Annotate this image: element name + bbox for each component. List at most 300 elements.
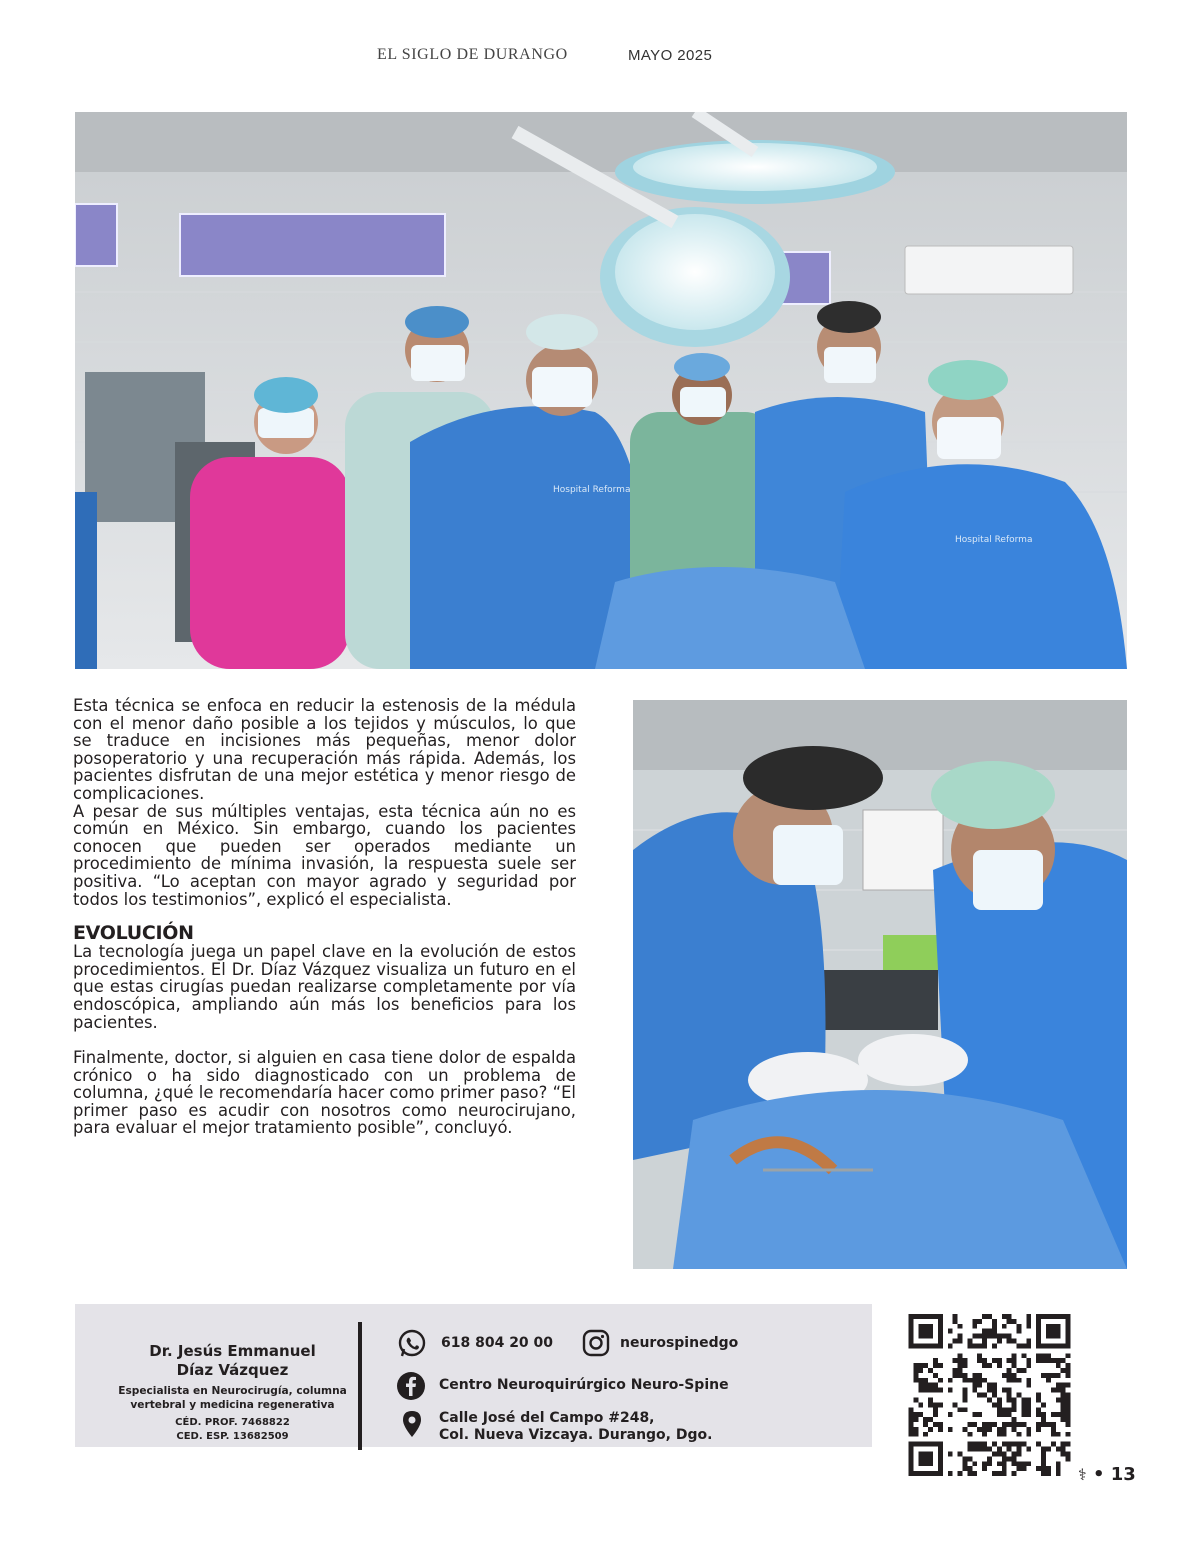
qr-module (1041, 1422, 1046, 1427)
qr-module (987, 1329, 992, 1334)
qr-module (928, 1383, 933, 1388)
qr-finder-inner (1046, 1324, 1061, 1339)
qr-module (1041, 1447, 1046, 1452)
qr-module (967, 1422, 972, 1427)
qr-module (1021, 1343, 1026, 1348)
qr-module (967, 1378, 972, 1383)
qr-module (1051, 1358, 1056, 1363)
qr-module (1046, 1466, 1051, 1471)
qr-module (1002, 1422, 1007, 1427)
qr-module (1041, 1456, 1046, 1461)
qr-module (977, 1319, 982, 1324)
qr-module (1041, 1466, 1046, 1471)
qr-module (1041, 1417, 1046, 1422)
qr-module (913, 1363, 918, 1368)
qr-module (963, 1427, 968, 1432)
qr-module (977, 1383, 982, 1388)
page-header (0, 46, 1200, 70)
qr-module (1017, 1422, 1022, 1427)
qr-module (1051, 1427, 1056, 1432)
qr-module (1002, 1407, 1007, 1412)
instagram-handle[interactable]: neurospinedgo (620, 1335, 739, 1351)
qr-module (1007, 1422, 1012, 1427)
qr-module (933, 1383, 938, 1388)
qr-module (1021, 1422, 1026, 1427)
qr-module (1066, 1412, 1071, 1417)
qr-module (967, 1456, 972, 1461)
qr-module (1012, 1319, 1017, 1324)
qr-module (992, 1358, 997, 1363)
qr-module (913, 1373, 918, 1378)
qr-module (958, 1339, 963, 1344)
qr-module (1012, 1456, 1017, 1461)
qr-module (982, 1339, 987, 1344)
qr-module (997, 1402, 1002, 1407)
qr-module (1002, 1334, 1007, 1339)
qr-module (1056, 1471, 1061, 1476)
qr-module (958, 1358, 963, 1363)
qr-module (933, 1388, 938, 1393)
qr-module (1066, 1393, 1071, 1398)
qr-module (1046, 1373, 1051, 1378)
qr-module (923, 1378, 928, 1383)
qr-module (1061, 1412, 1066, 1417)
qr-finder-inner (918, 1324, 933, 1339)
qr-module (1026, 1427, 1031, 1432)
qr-module (1066, 1383, 1071, 1388)
card-divider (358, 1322, 362, 1450)
qr-module (1041, 1451, 1046, 1456)
qr-module (972, 1422, 977, 1427)
qr-module (918, 1383, 923, 1388)
qr-module (923, 1432, 928, 1437)
qr-module (967, 1466, 972, 1471)
qr-module (997, 1447, 1002, 1452)
qr-module (1036, 1427, 1041, 1432)
qr-module (992, 1451, 997, 1456)
qr-module (1056, 1373, 1061, 1378)
qr-module (953, 1358, 958, 1363)
page-number-text: • 13 (1092, 1464, 1136, 1485)
qr-module (982, 1334, 987, 1339)
qr-module (1066, 1402, 1071, 1407)
qr-module (967, 1447, 972, 1452)
qr-module (958, 1373, 963, 1378)
qr-module (948, 1388, 953, 1393)
surgical-team-photo (75, 112, 1127, 669)
qr-module (933, 1422, 938, 1427)
qr-module (909, 1417, 914, 1422)
qr-module (1061, 1417, 1066, 1422)
qr-module (1002, 1466, 1007, 1471)
qr-module (938, 1388, 943, 1393)
qr-module (992, 1324, 997, 1329)
publication-name: EL SIGLO DE DURANGO (377, 46, 568, 63)
qr-module (1012, 1471, 1017, 1476)
qr-module (933, 1407, 938, 1412)
qr-module (1051, 1412, 1056, 1417)
qr-module (963, 1388, 968, 1393)
qr-module (963, 1358, 968, 1363)
address (439, 1410, 712, 1444)
address-line2: Col. Nueva Vizcaya. Durango, Dgo. (439, 1427, 713, 1443)
qr-module (1056, 1466, 1061, 1471)
qr-module (987, 1363, 992, 1368)
qr-module (1041, 1373, 1046, 1378)
article-body (73, 697, 576, 1137)
qr-module (1056, 1432, 1061, 1437)
qr-module (1041, 1461, 1046, 1466)
facebook-icon[interactable] (396, 1371, 426, 1405)
qr-module (933, 1358, 938, 1363)
qr-module (972, 1383, 977, 1388)
qr-module (909, 1427, 914, 1432)
qr-module (1021, 1407, 1026, 1412)
qr-module (1017, 1368, 1022, 1373)
doctor-specialty-line2: vertebral y medicina regenerativa (130, 1399, 335, 1411)
qr-module (1066, 1368, 1071, 1373)
qr-module (1051, 1432, 1056, 1437)
qr-module (977, 1378, 982, 1383)
qr-module (1046, 1358, 1051, 1363)
qr-module (1036, 1393, 1041, 1398)
qr-module (963, 1378, 968, 1383)
whatsapp-icon[interactable] (397, 1329, 427, 1363)
qr-module (1002, 1442, 1007, 1447)
qr-module (967, 1339, 972, 1344)
qr-module (1051, 1388, 1056, 1393)
qr-module (997, 1358, 1002, 1363)
qr-module (933, 1363, 938, 1368)
location-pin-icon (402, 1410, 422, 1442)
qr-module (1007, 1368, 1012, 1373)
article-paragraph-4: Finalmente, doctor, si alguien en casa tiene dolor de espalda crónico o ha sido diagnosticado con un problema de columna, ¿qué le recomendaría hacer como primer paso? “El primer paso es acudir con nosotros como neurocirujano, para evaluar el mejor tratamiento posible”, concluyó. (73, 1048, 576, 1138)
qr-module (1017, 1466, 1022, 1471)
qr-module (967, 1432, 972, 1437)
qr-module (918, 1402, 923, 1407)
qr-module (938, 1402, 943, 1407)
page-number (1078, 1464, 1136, 1485)
qr-module (967, 1442, 972, 1447)
qr-module (918, 1412, 923, 1417)
qr-module (972, 1447, 977, 1452)
qr-module (923, 1363, 928, 1368)
qr-module (1007, 1358, 1012, 1363)
doctor-name-line1: Dr. Jesús Emmanuel (149, 1342, 316, 1360)
qr-module (1056, 1363, 1061, 1368)
qr-module (953, 1339, 958, 1344)
qr-module (972, 1388, 977, 1393)
qr-module (963, 1373, 968, 1378)
qr-module (1046, 1447, 1051, 1452)
qr-module (948, 1471, 953, 1476)
qr-module (1066, 1373, 1071, 1378)
qr-module (1012, 1417, 1017, 1422)
qr-module (1002, 1314, 1007, 1319)
qr-module (933, 1412, 938, 1417)
article-paragraph-1: Esta técnica se enfoca en reducir la estenosis de la médula con el menor daño posible a los tejidos y músculos, lo que se traduce en incisiones más pequeñas, menor dolor posoperatorio y una recuperación más rápida. Además, los pacientes disfrutan de una mejor estética y menor riesgo de complicaciones. (73, 696, 576, 803)
qr-module (982, 1378, 987, 1383)
qr-module (958, 1363, 963, 1368)
qr-module (1061, 1393, 1066, 1398)
qr-module (982, 1427, 987, 1432)
qr-module (913, 1368, 918, 1373)
qr-module (1051, 1422, 1056, 1427)
qr-module (938, 1427, 943, 1432)
qr-module (1007, 1447, 1012, 1452)
qr-module (1017, 1378, 1022, 1383)
qr-module (1002, 1461, 1007, 1466)
qr-module (1061, 1447, 1066, 1452)
qr-module (987, 1427, 992, 1432)
qr-module (972, 1373, 977, 1378)
qr-module (1017, 1442, 1022, 1447)
qr-module (1012, 1358, 1017, 1363)
qr-module (1066, 1442, 1071, 1447)
qr-module (1056, 1461, 1061, 1466)
qr-module (1046, 1353, 1051, 1358)
qr-module (909, 1432, 914, 1437)
qr-module (992, 1442, 997, 1447)
qr-module (1021, 1442, 1026, 1447)
qr-module (977, 1442, 982, 1447)
qr-module (1012, 1427, 1017, 1432)
qr-module (992, 1422, 997, 1427)
qr-module (1056, 1397, 1061, 1402)
qr-module (1056, 1383, 1061, 1388)
phone-number[interactable]: 618 804 20 00 (441, 1335, 554, 1351)
qr-module (1012, 1373, 1017, 1378)
qr-module (972, 1324, 977, 1329)
qr-module (977, 1373, 982, 1378)
qr-module (982, 1461, 987, 1466)
qr-module (1056, 1358, 1061, 1363)
qr-module (1026, 1319, 1031, 1324)
qr-module (987, 1334, 992, 1339)
article-paragraph-2: A pesar de sus múltiples ventajas, esta técnica aún no es común en México. Sin embargo, cuando los pacientes conocen que pueden ser operados mediante un procedimiento de mínima invasión, la respuesta suele ser positiva. “Lo aceptan con mayor agrado y seguridad por todos los testimonios”, explicó el especialista. (73, 801, 576, 909)
qr-module (972, 1378, 977, 1383)
qr-module (918, 1363, 923, 1368)
qr-module (997, 1412, 1002, 1417)
qr-module (953, 1373, 958, 1378)
qr-module (928, 1368, 933, 1373)
qr-module (1066, 1397, 1071, 1402)
qr-module (982, 1422, 987, 1427)
qr-module (1007, 1314, 1012, 1319)
qr-module (1046, 1471, 1051, 1476)
qr-module (1026, 1363, 1031, 1368)
qr-module (977, 1412, 982, 1417)
qr-module (928, 1388, 933, 1393)
qr-module (1066, 1451, 1071, 1456)
contact-card (75, 1304, 872, 1447)
qr-module (982, 1393, 987, 1398)
qr-module (928, 1417, 933, 1422)
qr-module (913, 1427, 918, 1432)
qr-module (1017, 1343, 1022, 1348)
qr-module (958, 1407, 963, 1412)
qr-finder-inner (918, 1451, 933, 1466)
qr-module (1036, 1407, 1041, 1412)
qr-module (1007, 1407, 1012, 1412)
qr-module (1012, 1339, 1017, 1344)
qr-module (1002, 1388, 1007, 1393)
qr-module (923, 1388, 928, 1393)
qr-module (958, 1324, 963, 1329)
qr-module (1021, 1368, 1026, 1373)
qr-module (963, 1363, 968, 1368)
qr-module (1026, 1432, 1031, 1437)
qr-module (972, 1334, 977, 1339)
qr-module (982, 1343, 987, 1348)
qr-module (992, 1471, 997, 1476)
qr-module (977, 1343, 982, 1348)
qr-module (963, 1407, 968, 1412)
qr-module (1002, 1451, 1007, 1456)
facebook-page[interactable]: Centro Neuroquirúrgico Neuro-Spine (439, 1377, 729, 1393)
qr-module (1066, 1407, 1071, 1412)
doctor-name-line2: Díaz Vázquez (176, 1361, 289, 1379)
qr-module (1026, 1314, 1031, 1319)
qr-module (987, 1383, 992, 1388)
qr-module (982, 1432, 987, 1437)
qr-module (972, 1319, 977, 1324)
qr-module (1002, 1456, 1007, 1461)
qr-module (982, 1466, 987, 1471)
qr-module (1066, 1456, 1071, 1461)
qr-module (958, 1368, 963, 1373)
qr-module (933, 1373, 938, 1378)
qr-module (997, 1339, 1002, 1344)
qr-module (1007, 1373, 1012, 1378)
qr-module (1021, 1412, 1026, 1417)
spine-icon: ⚕ (1078, 1465, 1087, 1484)
qr-module (1061, 1358, 1066, 1363)
qr-module (948, 1427, 953, 1432)
qr-module (948, 1329, 953, 1334)
qr-module (1012, 1353, 1017, 1358)
qr-module (982, 1447, 987, 1452)
qr-module (982, 1314, 987, 1319)
qr-module (909, 1422, 914, 1427)
qr-module (1056, 1447, 1061, 1452)
qr-module (1007, 1393, 1012, 1398)
qr-module (963, 1466, 968, 1471)
qr-module (1041, 1402, 1046, 1407)
qr-module (953, 1368, 958, 1373)
qr-module (1007, 1388, 1012, 1393)
qr-module (958, 1353, 963, 1358)
qr-module (1036, 1353, 1041, 1358)
qr-module (1012, 1422, 1017, 1427)
qr-module (997, 1427, 1002, 1432)
scrub-logo-1: Hospital Reforma (553, 485, 631, 495)
qr-module (1061, 1368, 1066, 1373)
qr-module (987, 1456, 992, 1461)
qr-module (1026, 1461, 1031, 1466)
qr-module (1041, 1471, 1046, 1476)
qr-module (1021, 1402, 1026, 1407)
qr-module (913, 1397, 918, 1402)
qr-module (1056, 1388, 1061, 1393)
qr-module (1041, 1412, 1046, 1417)
qr-module (1026, 1402, 1031, 1407)
qr-module (1012, 1402, 1017, 1407)
qr-module (1046, 1378, 1051, 1383)
qr-module (1017, 1329, 1022, 1334)
qr-module (1007, 1319, 1012, 1324)
qr-module (992, 1334, 997, 1339)
qr-module (1056, 1412, 1061, 1417)
qr-module (948, 1451, 953, 1456)
qr-module (1017, 1324, 1022, 1329)
issue-date: MAYO 2025 (628, 47, 713, 64)
qr-module (982, 1442, 987, 1447)
qr-module (997, 1334, 1002, 1339)
qr-module (1007, 1412, 1012, 1417)
paragraph-spacer (73, 1031, 576, 1049)
qr-module (923, 1422, 928, 1427)
qr-module (1046, 1422, 1051, 1427)
qr-module (992, 1393, 997, 1398)
qr-module (1026, 1412, 1031, 1417)
qr-module (1002, 1412, 1007, 1417)
section-heading: EVOLUCIÓN (73, 922, 194, 945)
qr-module (1026, 1343, 1031, 1348)
doctor-specialty-line1: Especialista en Neurocirugía, columna (118, 1385, 347, 1397)
qr-module (1017, 1461, 1022, 1466)
qr-module (1061, 1442, 1066, 1447)
qr-module (953, 1402, 958, 1407)
qr-module (909, 1407, 914, 1412)
qr-module (987, 1314, 992, 1319)
qr-module (1051, 1373, 1056, 1378)
qr-module (977, 1334, 982, 1339)
qr-module (913, 1432, 918, 1437)
qr-module (992, 1383, 997, 1388)
qr-module (1026, 1447, 1031, 1452)
qr-module (997, 1461, 1002, 1466)
instagram-icon[interactable] (582, 1329, 610, 1361)
qr-module (923, 1383, 928, 1388)
qr-module (913, 1378, 918, 1383)
qr-module (928, 1397, 933, 1402)
doctor-info (100, 1342, 365, 1444)
qr-module (1002, 1373, 1007, 1378)
qr-module (1012, 1407, 1017, 1412)
qr-code[interactable] (907, 1314, 1072, 1476)
qr-module (1017, 1393, 1022, 1398)
qr-module (992, 1388, 997, 1393)
qr-module (918, 1368, 923, 1373)
qr-module (977, 1358, 982, 1363)
qr-module (967, 1471, 972, 1476)
qr-module (977, 1427, 982, 1432)
qr-module (1026, 1383, 1031, 1388)
qr-module (923, 1417, 928, 1422)
qr-module (992, 1329, 997, 1334)
qr-module (918, 1388, 923, 1393)
qr-module (1021, 1461, 1026, 1466)
qr-module (933, 1402, 938, 1407)
qr-module (1061, 1397, 1066, 1402)
qr-module (987, 1388, 992, 1393)
qr-module (987, 1461, 992, 1466)
qr-module (1036, 1442, 1041, 1447)
qr-module (1002, 1471, 1007, 1476)
qr-module (997, 1407, 1002, 1412)
qr-module (972, 1471, 977, 1476)
